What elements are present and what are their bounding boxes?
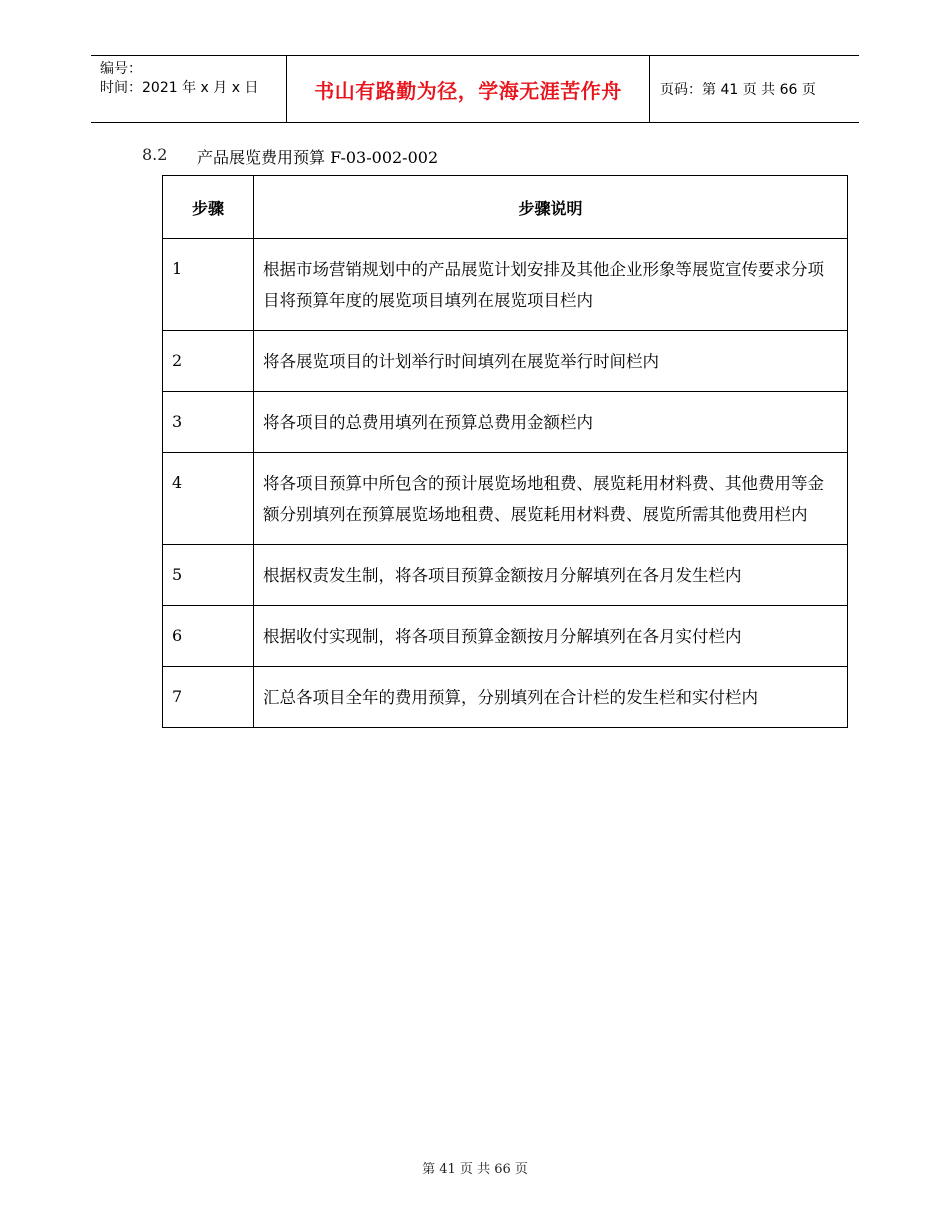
step-description: 根据市场营销规划中的产品展览计划安排及其他企业形象等展览宣传要求分项目将预算年度的展览项目填列在展览项目栏内 [254, 239, 848, 331]
step-description: 根据权责发生制，将各项目预算金额按月分解填列在各月发生栏内 [254, 545, 848, 606]
document-number-label: 编号： [100, 61, 142, 77]
page-header [91, 55, 859, 123]
page-footer: 第 41 页 共 66 页 [422, 1162, 528, 1177]
table-row [163, 239, 848, 331]
step-number: 4 [163, 453, 254, 545]
header-page-info: 页码：第 41 页 共 66 页 [660, 82, 816, 98]
table-row [163, 453, 848, 545]
step-number: 7 [163, 667, 254, 728]
table-header-row [163, 176, 848, 239]
step-description: 将各项目的总费用填列在预算总费用金额栏内 [254, 392, 848, 453]
step-number: 2 [163, 331, 254, 392]
step-number: 1 [163, 239, 254, 331]
step-number: 3 [163, 392, 254, 453]
column-header-description: 步骤说明 [254, 176, 848, 239]
step-description: 根据收付实现制，将各项目预算金额按月分解填列在各月实付栏内 [254, 606, 848, 667]
document-time-label: 时间：2021 年 x 月 x 日 [100, 80, 259, 96]
table-row [163, 667, 848, 728]
header-meta [91, 56, 286, 122]
step-description: 汇总各项目全年的费用预算，分别填列在合计栏的发生栏和实付栏内 [254, 667, 848, 728]
section-heading [142, 145, 438, 168]
table-row [163, 545, 848, 606]
section-number: 8.2 [142, 145, 168, 164]
section-title: 产品展览费用预算 F-03-002-002 [197, 148, 439, 167]
table-row [163, 606, 848, 667]
step-number: 6 [163, 606, 254, 667]
steps-table [162, 175, 848, 728]
step-number: 5 [163, 545, 254, 606]
table-row [163, 331, 848, 392]
column-header-step: 步骤 [163, 176, 254, 239]
table-row [163, 392, 848, 453]
step-description: 将各展览项目的计划举行时间填列在展览举行时间栏内 [254, 331, 848, 392]
header-motto: 书山有路勤为径，学海无涯苦作舟 [286, 56, 650, 122]
step-description: 将各项目预算中所包含的预计展览场地租费、展览耗用材料费、其他费用等金额分别填列在预算展览场地租费、展览耗用材料费、展览所需其他费用栏内 [254, 453, 848, 545]
